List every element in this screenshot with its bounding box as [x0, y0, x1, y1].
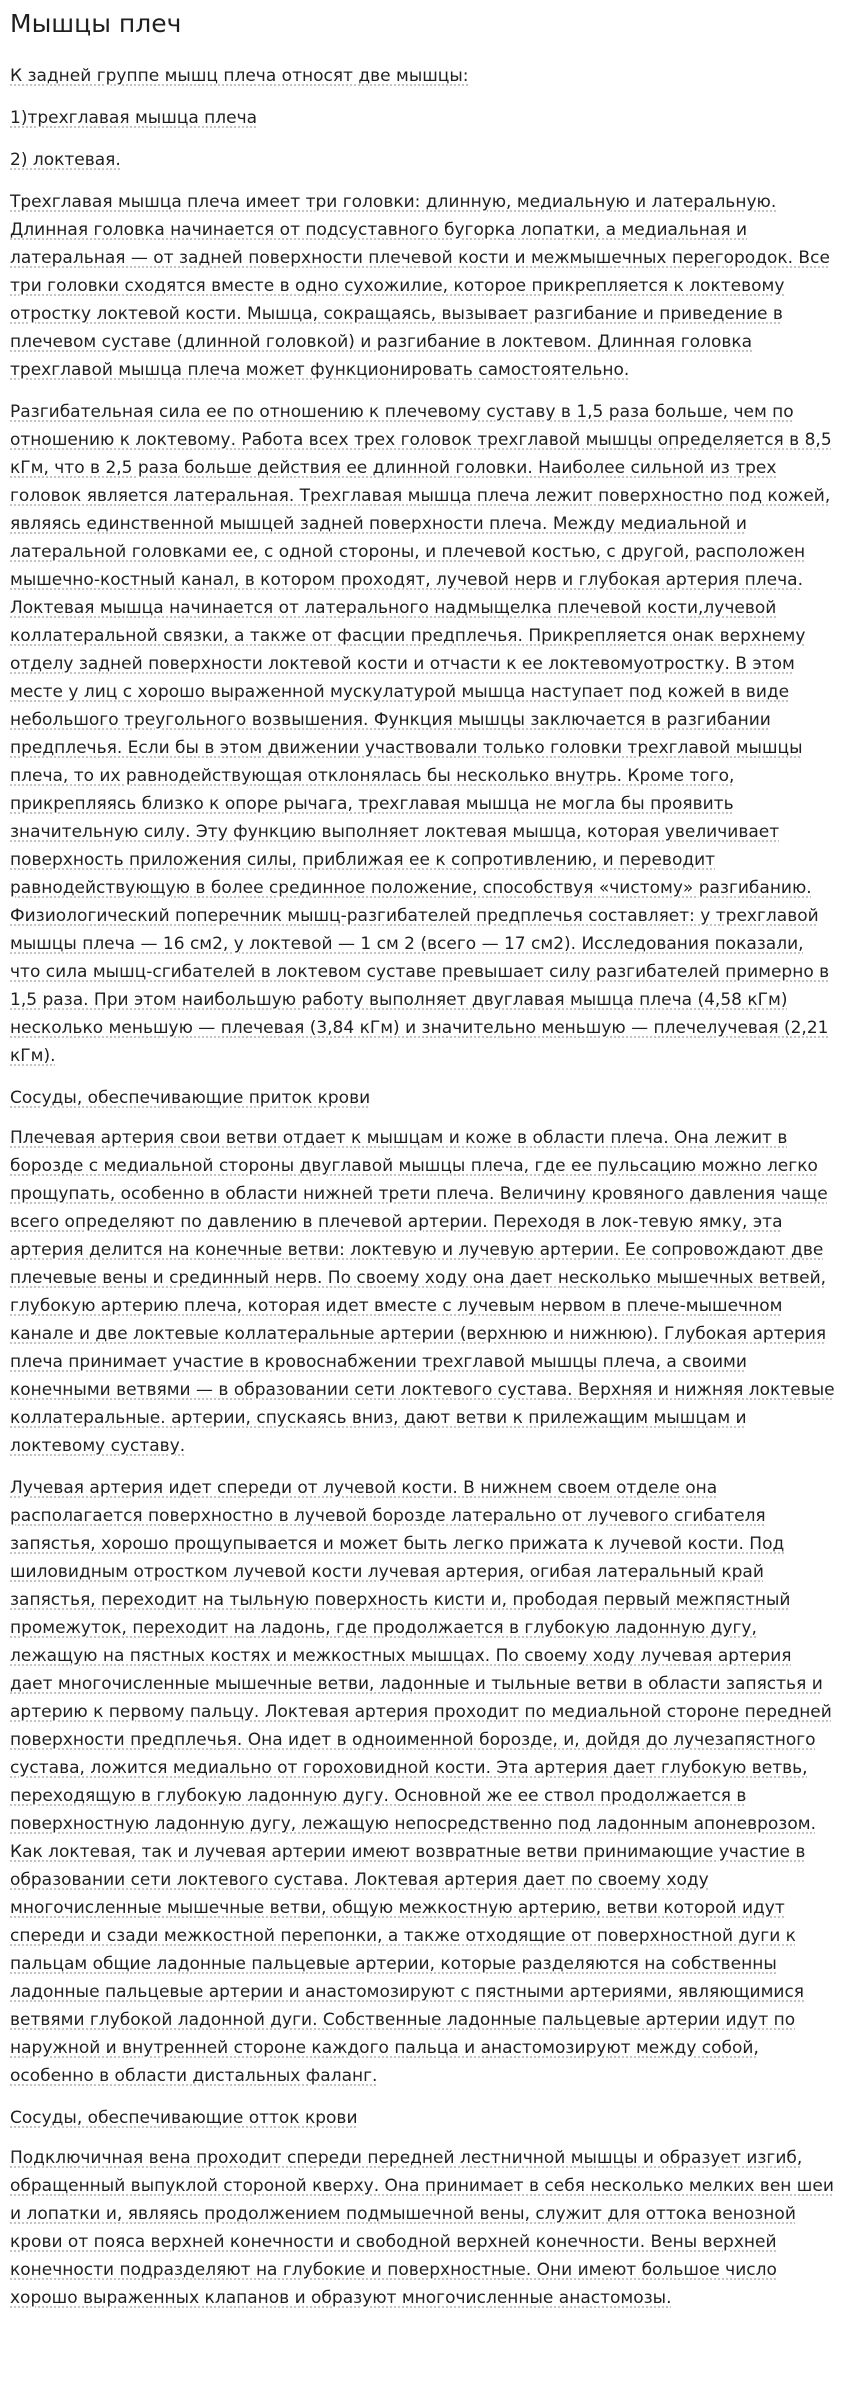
list-item-anconeus: 2) локтевая. — [10, 150, 121, 170]
page-title: Мышцы плеч — [10, 9, 182, 38]
list-item-triceps: 1)трехглавая мышца плеча — [10, 108, 258, 128]
paragraph-subclavian-vein: Подключичная вена проходит спереди передней лестничной мышцы и образует изгиб, обращенный выпуклой стороной кверху. Она принимает в себя несколько мелких вен шеи и лопатки и, являясь продолжением подмышечной вены, служит для оттока венозной крови от пояса верхней конечности и свободной верхней конечности. Вены верхней конечности подразделяют на глубокие и поверхностные. Они имеют большое число хорошо выраженных клапанов и образуют многочисленные анастомозы. — [10, 2148, 834, 2308]
section-heading-blood-outflow: Сосуды, обеспечивающие отток крови — [10, 2108, 358, 2128]
section-heading-blood-supply: Сосуды, обеспечивающие приток крови — [10, 1088, 371, 1108]
paragraph-brachial-artery: Плечевая артерия свои ветви отдает к мышцам и коже в области плеча. Она лежит в борозде с медиальной стороны двуглавой мышцы плеча, где ее пульсацию можно легко прощупать, особенно в области нижней трети плеча. Величину кровяного давления чаще всего определяют по давлению в плечевой артерии. Переходя в лок-тевую ямку, эта артерия делится на конечные ветви: локтевую и лучевую артерии. Ее сопровождают две плечевые вены и срединный нерв. По своему ходу она дает несколько мышечных ветвей, глубокую артерию плеча, которая идет вместе с лучевым нервом в плече-мышечном канале и две локтевые коллатеральные артерии (верхнюю и нижнюю). Глубокая артерия плеча принимает участие в кровоснабжении трехглавой мышцы плеча, а своими конечными ветвями — в образовании сети локтевого сустава. Верхняя и нижняя локтевые коллатеральные. артерии, спускаясь вниз, дают ветви к прилежащим мышцам и локтевому суставу. — [10, 1128, 835, 1456]
intro-paragraph: К задней группе мышц плеча относят две мышцы: — [10, 66, 469, 86]
paragraph-extension-force: Разгибательная сила ее по отношению к плечевому суставу в 1,5 раза больше, чем по отношению к локтевому. Работа всех трех головок трехглавой мышцы определяется в 8,5 кГм, что в 2,5 раза больше действия ее длинной головки. Наиболее сильной из трех головок является латеральная. Трехглавая мышца плеча лежит поверхностно под кожей, являясь единственной мышцей задней поверхности плеча. Между медиальной и латеральной головками ее, с одной стороны, и плечевой костью, с другой, расположен мышечно-костный канал, в котором проходят, лучевой нерв и глубокая артерия плеча. Локтевая мышца начинается от латерального надмыщелка плечевой кости,лучевой коллатеральной связки, а также от фасции предплечья. Прикрепляется онак верхнему отделу задней поверхности локтевой кости и отчасти к ее локтевомуотростку. В этом месте у лиц с хорошо выраженной мускулатурой мышца наступает под кожей в виде небольшого треугольного возвышения. Функция мышцы заключается в разгибании предплечья. Если бы в этом движении участвовали только головки трехглавой мышцы плеча, то их равнодействующая отклонялась бы несколько внутрь. Кроме того, прикрепляясь близко к опоре рычага, трехглавая мышца не могла бы проявить значительную силу. Эту функцию выполняет локтевая мышца, которая увеличивает поверхность приложения силы, приближая ее к сопротивлению, и переводит равнодействующую в более срединное положение, способствуя «чистому» разгибанию. Физиологический поперечник мышц-разгибателей предплечья составляет: у трехглавой мышцы плеча — 16 см2, у локтевой — 1 см 2 (всего — 17 см2). Исследования показали, что сила мышц-сгибателей в локтевом суставе превышает силу разгибателей примерно в 1,5 раза. При этом наибольшую работу выполняет двуглавая мышца плеча (4,58 кГм) несколько меньшую — плечевая (3,84 кГм) и значительно меньшую — плечелучевая (2,21 кГм). — [10, 402, 832, 1066]
paragraph-radial-artery: Лучевая артерия идет спереди от лучевой кости. В нижнем своем отделе она располагается поверхностно в лучевой борозде латерально от лучевого сгибателя запястья, хорошо прощупывается и может быть легко прижата к лучевой кости. Под шиловидным отростком лучевой кости лучевая артерия, огибая латеральный край запястья, переходит на тыльную поверхность кисти и, прободая первый межпястный промежуток, переходит на ладонь, где продолжается в глубокую ладонную дугу, лежащую на пястных костях и межкостных мышцах. По своему ходу лучевая артерия дает многочисленные мышечные ветви, ладонные и тыльные ветви в области запястья и артерию к первому пальцу. Локтевая артерия проходит по медиальной стороне передней поверхности предплечья. Она идет в одноименной борозде, и, дойдя до лучезапястного сустава, ложится медиально от гороховидной кости. Эта артерия дает глубокую ветвь, переходящую в глубокую ладонную дугу. Основной же ее ствол продолжается в поверхностную ладонную дугу, лежащую непосредственно под ладонным апоневрозом. Как локтевая, так и лучевая артерии имеют возвратные ветви принимающие участие в образовании сети локтевого сустава. Локтевая артерия дает по своему ходу многочисленные мышечные ветви, общую межкостную артерию, ветви которой идут спереди и сзади межкостной перепонки, а также отходящие от поверхностной дуги к пальцам общие ладонные пальцевые артерии, которые разделяются на собственны ладонные пальцевые артерии и анастомозируют с пястными артериями, являющимися ветвями глубокой ладонной дуги. Собственные ладонные пальцевые артерии идут по наружной и внутренней стороне каждого пальца и анастомозируют между собой, особенно в области дистальных фаланг. — [10, 1478, 832, 2086]
paragraph-triceps-heads: Трехглавая мышца плеча имеет три головки: длинную, медиальную и латеральную. Длинная головка начинается от подсуставного бугорка лопатки, а медиальная и латеральная — от задней поверхности плечевой кости и межмышечных перегородок. Все три головки сходятся вместе в одно сухожилие, которое прикрепляется к локтевому отростку локтевой кости. Мышца, сокращаясь, вызывает разгибание и приведение в плечевом суставе (длинной головкой) и разгибание в локтевом. Длинная головка трехглавой мышца плеча может функционировать самостоятельно. — [10, 192, 830, 380]
